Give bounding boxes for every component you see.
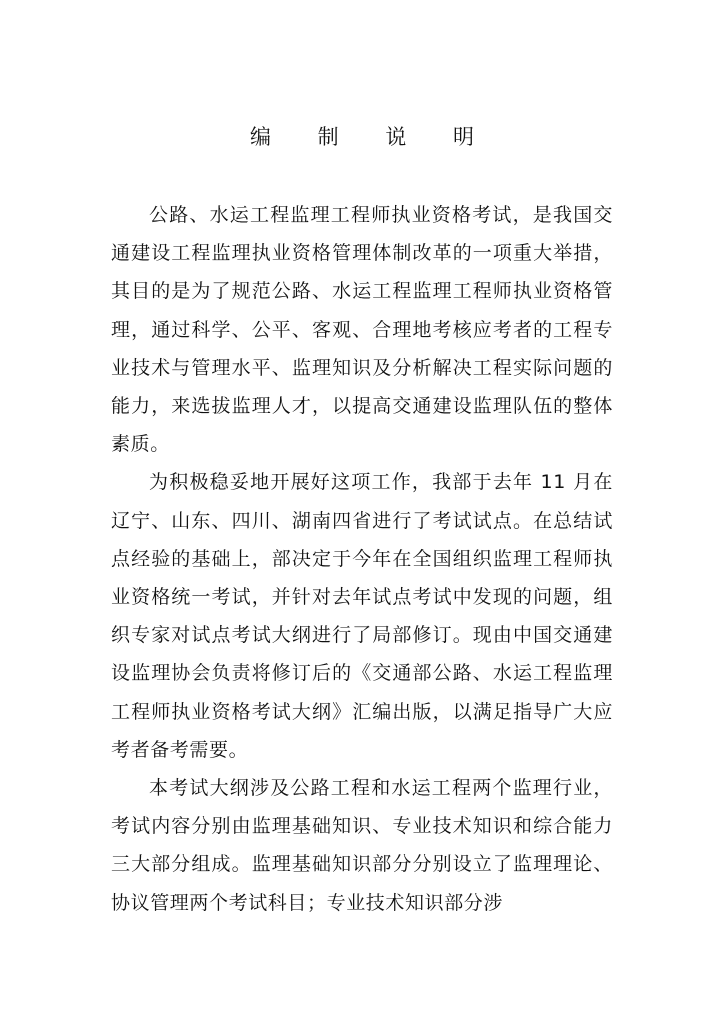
paragraph-1: 公路、水运工程监理工程师执业资格考试，是我国交通建设工程监理执业资格管理体制改革的一项重大举措，其目的是为了规范公路、水运工程监理工程师执业资格管理，通过科学、公平、客观、合理地考核应考者的工程专业技术与管理水平、监理知识及分析解决工程实际问题的能力，来选拔监理人才，以提高交通建设监理队伍的整体素质。 [111, 204, 613, 456]
page-title: 编 制 说 明 [249, 125, 495, 149]
paragraph-3: 本考试大纲涉及公路工程和水运工程两个监理行业，考试内容分别由监理基础知识、专业技术知识和综合能力三大部分组成。监理基础知识部分分别设立了监理理论、协议管理两个考试科目；专业技术知识部分涉 [111, 777, 613, 914]
paragraph-2: 为积极稳妥地开展好这项工作，我部于去年 11 月在辽宁、山东、四川、湖南四省进行了考试试点。在总结试点经验的基础上，部决定于今年在全国组织监理工程师执业资格统一考试，并针对去年试点考试中发现的问题，组织专家对试点考试大纲进行了局部修订。现由中国交通建设监理协会负责将修订后的《交通部公路、水运工程监理工程师执业资格考试大纲》汇编出版，以满足指导广大应考者备考需要。 [111, 471, 613, 761]
document-body [111, 196, 613, 922]
